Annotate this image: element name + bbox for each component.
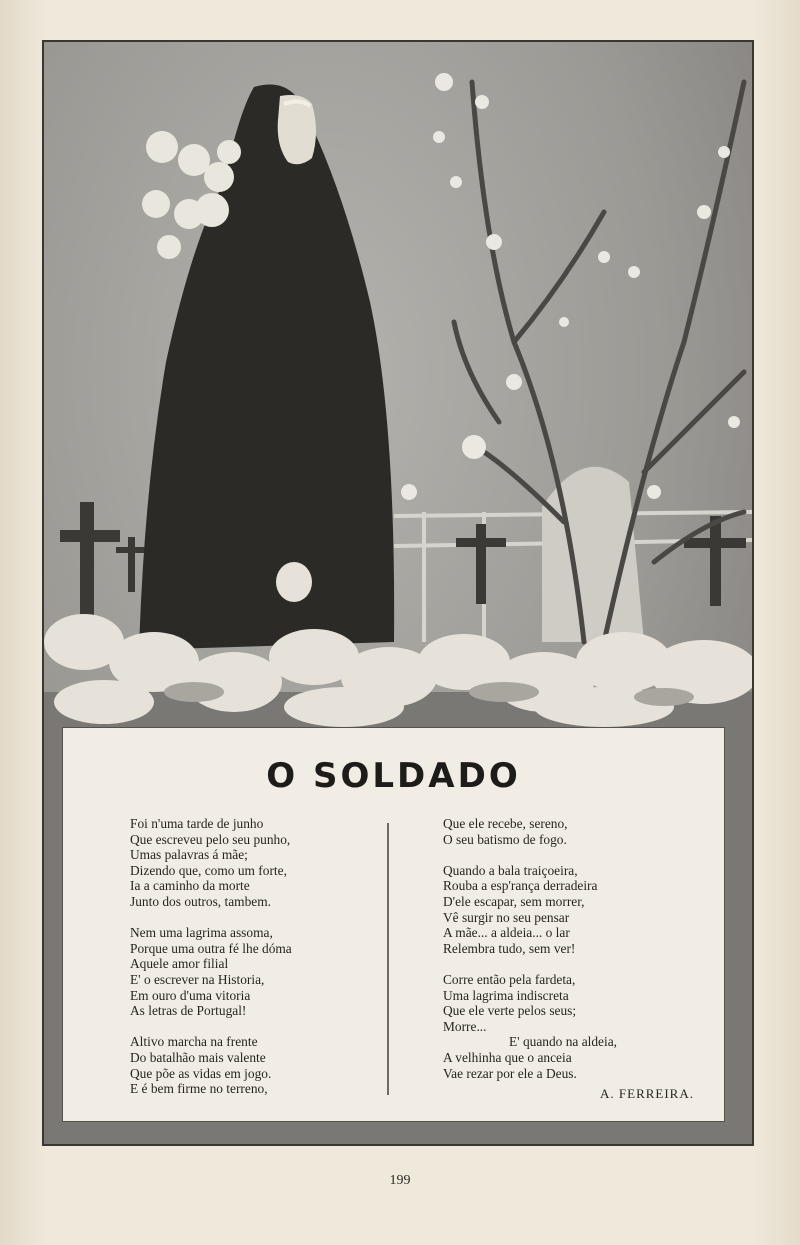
verse-line: Que põe as vidas em jogo. <box>130 1065 272 1081</box>
verse-line: A velhinha que o anceia <box>443 1049 572 1065</box>
verse-line: Porque uma outra fé lhe dóma <box>130 940 292 956</box>
verse-line: Uma lagrima indiscreta <box>443 987 569 1003</box>
verse-line: Vae rezar por ele a Deus. <box>443 1065 577 1081</box>
verse-line: Foi n'uma tarde de junho <box>130 816 264 831</box>
verse-line: E é bem firme no terreno, <box>130 1081 268 1097</box>
page-number: 199 <box>389 1173 411 1188</box>
stanza <box>130 816 380 910</box>
verse-line: E' quando na aldeia, <box>509 1034 618 1050</box>
verse-line: Aquele amor filial <box>130 956 229 972</box>
verse-line: Que ele recebe, sereno, <box>443 816 568 831</box>
verse-line: Do batalhão mais valente <box>130 1049 266 1065</box>
verse-line: E' o escrever na Historia, <box>130 971 265 987</box>
verse-line: Que escreveu pelo seu punho, <box>130 831 291 847</box>
verse-line: Junto dos outros, tambem. <box>130 893 271 909</box>
verse-line: O seu batismo de fogo. <box>443 831 567 847</box>
stanza <box>443 863 713 957</box>
verse-line: Quando a bala traiçoeira, <box>443 862 578 878</box>
verse-line: Dizendo que, como um forte, <box>130 862 287 878</box>
stanza <box>443 972 713 1081</box>
author-signature: A. FERREIRA. <box>600 1086 694 1101</box>
verse-line: Corre então pela fardeta, <box>443 971 576 987</box>
verse-line: Em ouro d'uma vitoria <box>130 987 251 1003</box>
verse-line: Vê surgir no seu pensar <box>443 909 570 925</box>
stanza <box>443 816 713 847</box>
poem-right-column <box>443 816 713 1097</box>
verse-line: Que ele verte pelos seus; <box>443 1003 577 1019</box>
poem-text-box <box>62 727 725 1122</box>
stanza <box>130 925 380 1019</box>
verse-line: Morre... <box>443 1018 487 1034</box>
verse-line: D'ele escapar, sem morrer, <box>443 893 585 909</box>
verse-line: A mãe... a aldeia... o lar <box>443 925 570 941</box>
verse-line: As letras de Portugal! <box>130 1003 247 1019</box>
column-divider <box>387 823 389 1095</box>
verse-line: Rouba a esp'rança derradeira <box>443 878 598 894</box>
poem-left-column <box>130 816 380 1112</box>
stanza <box>130 1034 380 1096</box>
tombstone-shape <box>542 467 644 642</box>
verse-line: Relembra tudo, sem ver! <box>443 940 576 956</box>
verse-line: Ia a caminho da morte <box>130 878 250 894</box>
verse-line: Altivo marcha na frente <box>130 1034 258 1050</box>
verse-line: Nem uma lagrima assoma, <box>130 925 273 941</box>
verse-line: Umas palavras á mãe; <box>130 847 248 863</box>
poem-title: O SOLDADO <box>266 756 521 796</box>
